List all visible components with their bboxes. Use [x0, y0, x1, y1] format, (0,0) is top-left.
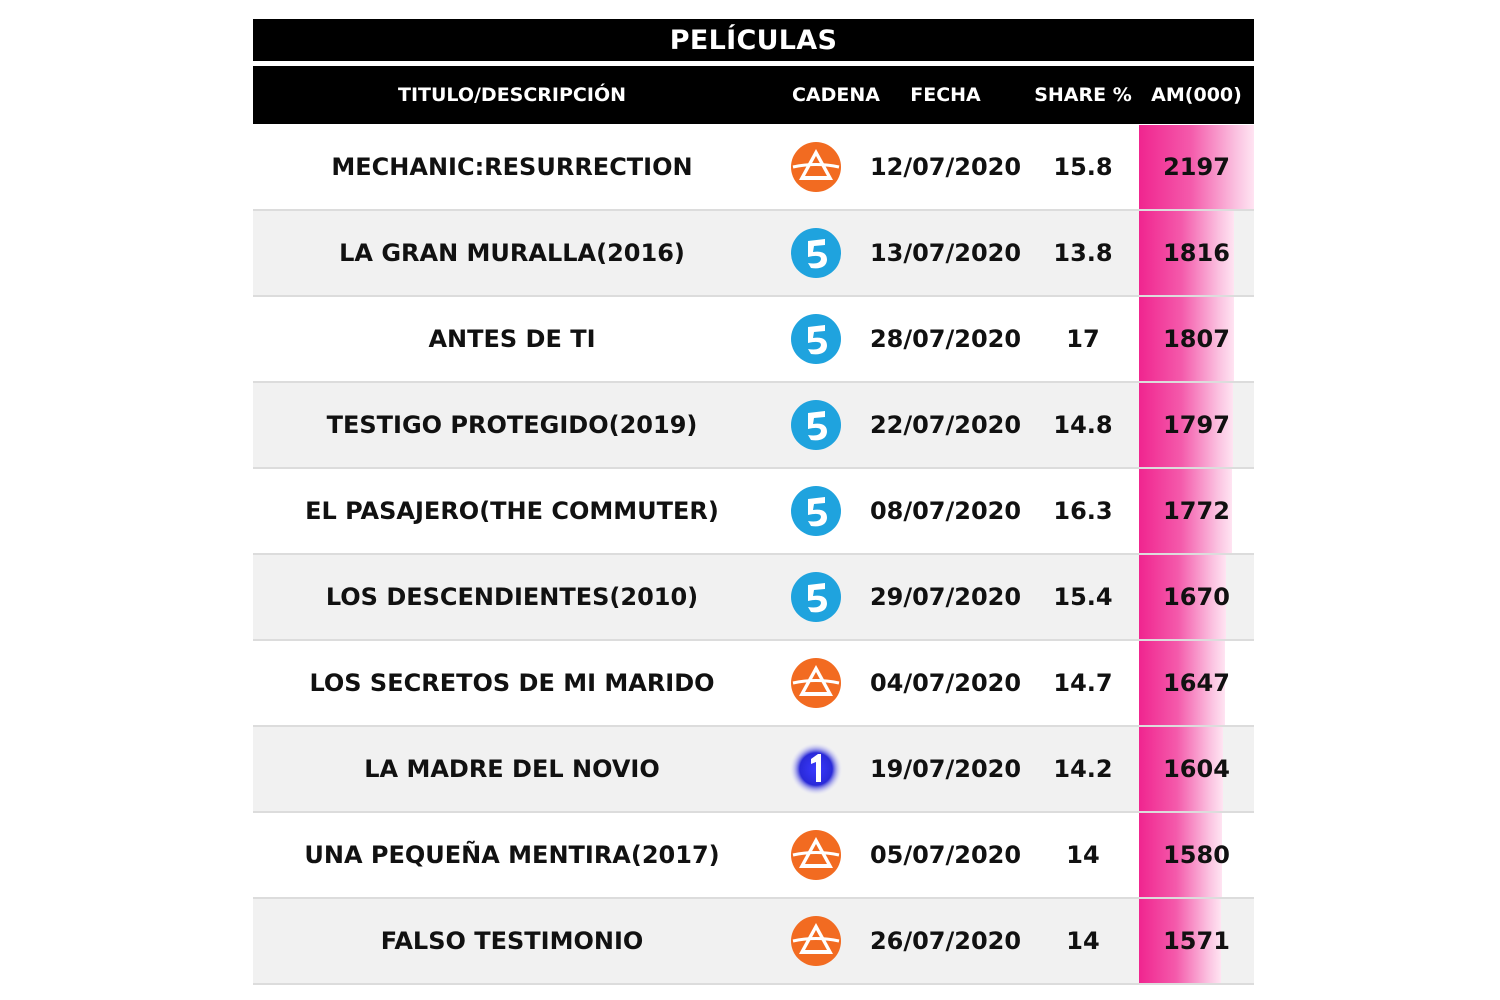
channel-logo	[751, 899, 881, 983]
broadcast-date: 04/07/2020	[869, 669, 1022, 697]
movie-title: LOS DESCENDIENTES(2010)	[325, 583, 699, 611]
telecinco-logo-icon	[789, 570, 843, 624]
share-value: 15.4	[1053, 583, 1113, 611]
audience-value: 1670	[1163, 583, 1230, 611]
audience-value: 1772	[1163, 497, 1230, 525]
header-share: SHARE %	[1034, 84, 1132, 106]
table-row	[253, 211, 1254, 297]
share-value: 14.2	[1053, 755, 1113, 783]
broadcast-date: 28/07/2020	[869, 325, 1022, 353]
header-date: FECHA	[910, 84, 981, 106]
audience-value: 1816	[1163, 239, 1230, 267]
movie-title: LA MADRE DEL NOVIO	[364, 755, 660, 783]
audience-value: 2197	[1163, 153, 1230, 181]
channel-logo	[751, 469, 881, 553]
table-row	[253, 813, 1254, 899]
channel-logo	[751, 727, 881, 811]
broadcast-date: 13/07/2020	[869, 239, 1022, 267]
antena3-logo-icon	[789, 914, 843, 968]
movie-title: FALSO TESTIMONIO	[380, 927, 644, 955]
antena3-logo-icon	[789, 140, 843, 194]
header-audience: AM(000)	[1151, 84, 1242, 106]
ratings-table	[253, 19, 1254, 985]
share-value: 14.7	[1053, 669, 1113, 697]
la1-logo-icon	[789, 742, 843, 796]
share-value: 13.8	[1053, 239, 1113, 267]
channel-logo	[751, 211, 881, 295]
telecinco-logo-icon	[789, 398, 843, 452]
audience-value: 1571	[1163, 927, 1230, 955]
channel-logo	[751, 383, 881, 467]
movie-title: ANTES DE TI	[428, 325, 596, 353]
share-value: 16.3	[1053, 497, 1113, 525]
table-row	[253, 125, 1254, 211]
header-row	[253, 66, 1254, 124]
audience-value: 1797	[1163, 411, 1230, 439]
table-row	[253, 297, 1254, 383]
share-value: 14	[1066, 841, 1100, 869]
movie-title: MECHANIC:RESURRECTION	[331, 153, 693, 181]
table-row	[253, 469, 1254, 555]
channel-logo	[751, 555, 881, 639]
movie-title: UNA PEQUEÑA MENTIRA(2017)	[304, 841, 720, 869]
channel-logo	[751, 641, 881, 725]
broadcast-date: 22/07/2020	[869, 411, 1022, 439]
broadcast-date: 12/07/2020	[869, 153, 1022, 181]
audience-value: 1647	[1163, 669, 1230, 697]
table-row	[253, 383, 1254, 469]
header-channel: CADENA	[791, 84, 880, 106]
table-row	[253, 899, 1254, 985]
broadcast-date: 26/07/2020	[869, 927, 1022, 955]
broadcast-date: 19/07/2020	[869, 755, 1022, 783]
broadcast-date: 08/07/2020	[869, 497, 1022, 525]
table-row	[253, 641, 1254, 727]
broadcast-date: 05/07/2020	[869, 841, 1022, 869]
movie-title: TESTIGO PROTEGIDO(2019)	[326, 411, 698, 439]
audience-value: 1580	[1163, 841, 1230, 869]
telecinco-logo-icon	[789, 312, 843, 366]
share-value: 14.8	[1053, 411, 1113, 439]
channel-logo	[751, 813, 881, 897]
antena3-logo-icon	[789, 828, 843, 882]
header-title: TITULO/DESCRIPCIÓN	[397, 84, 626, 106]
table-body	[253, 125, 1254, 985]
table-row	[253, 555, 1254, 641]
table-title: PELÍCULAS	[253, 19, 1254, 61]
audience-value: 1807	[1163, 325, 1230, 353]
audience-value: 1604	[1163, 755, 1230, 783]
telecinco-logo-icon	[789, 226, 843, 280]
movie-title: LA GRAN MURALLA(2016)	[339, 239, 685, 267]
share-value: 14	[1066, 927, 1100, 955]
share-value: 15.8	[1053, 153, 1113, 181]
channel-logo	[751, 297, 881, 381]
movie-title: EL PASAJERO(THE COMMUTER)	[305, 497, 719, 525]
table-row	[253, 727, 1254, 813]
telecinco-logo-icon	[789, 484, 843, 538]
antena3-logo-icon	[789, 656, 843, 710]
share-value: 17	[1066, 325, 1100, 353]
broadcast-date: 29/07/2020	[869, 583, 1022, 611]
channel-logo	[751, 125, 881, 209]
movie-title: LOS SECRETOS DE MI MARIDO	[309, 669, 715, 697]
